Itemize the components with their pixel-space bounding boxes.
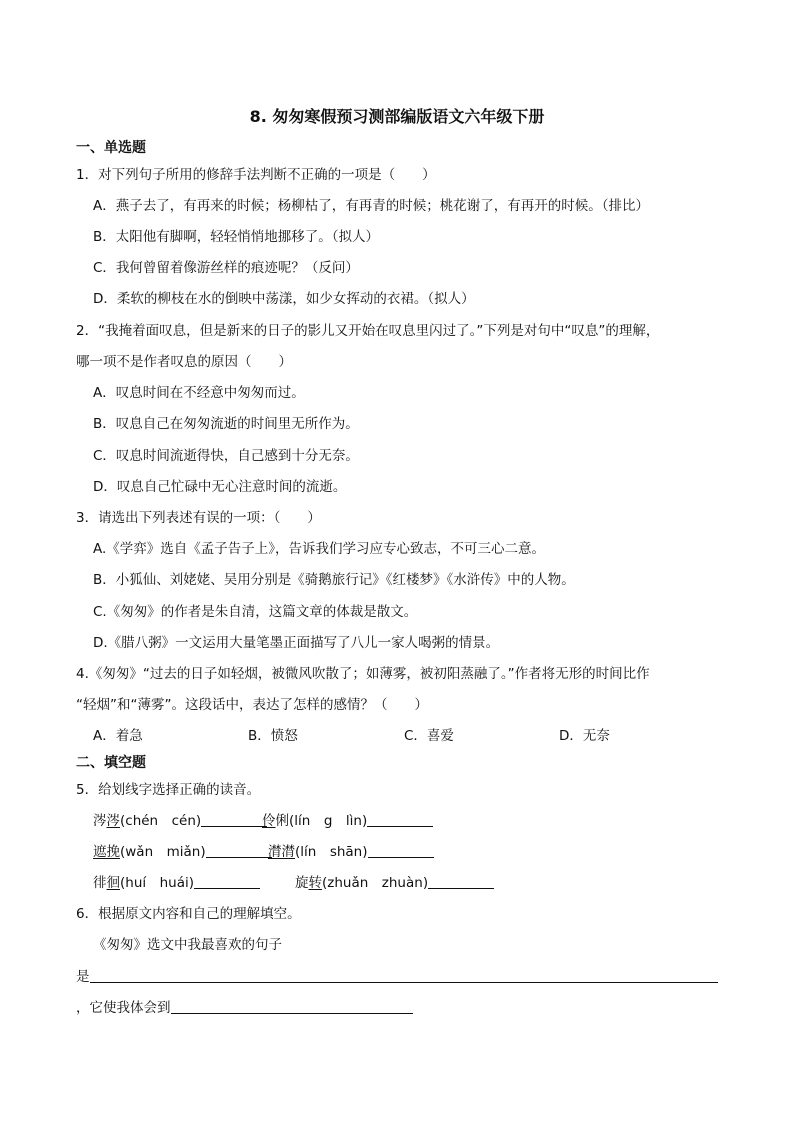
q5-item-3: 遮挽(wǎn miǎn): [93, 842, 272, 862]
q6-blank-sentence[interactable]: [90, 968, 718, 983]
q2-option-c[interactable]: C．叹息时间流逝得快，自己感到十分无奈。: [93, 448, 359, 464]
q2-option-d[interactable]: D．叹息自己忙碌中无心注意时间的流逝。: [93, 479, 347, 495]
q4-stem-line1: 4.《匆匆》“过去的日子如轻烟，被微风吹散了；如薄雾，被初阳蒸融了。”作者将无形的时间比作: [76, 666, 650, 682]
q2-stem-line2: 哪一项不是作者叹息的原因（ ）: [76, 354, 292, 370]
q2-option-a[interactable]: A．叹息时间在不经意中匆匆而过。: [93, 385, 305, 401]
q3-option-a[interactable]: A.《学弈》选自《孟子告子上》，告诉我们学习应专心致志，不可三心二意。: [93, 541, 546, 557]
q4-stem-line2: “轻烟”和“薄雾”。这段话中，表达了怎样的感情？（ ）: [76, 697, 428, 713]
q6-blank-feeling[interactable]: [171, 999, 413, 1014]
section-fill-blank: 二、填空题: [76, 755, 146, 771]
q5-item-1: 涔涔(chén cén): [93, 811, 267, 831]
q6-prompt: 《匆匆》选文中我最喜欢的句子: [93, 937, 282, 953]
q5-item-4: 潸潸(lín shān): [268, 842, 434, 862]
q5-blank-3[interactable]: [206, 843, 272, 858]
q1-option-d[interactable]: D．柔软的柳枝在水的倒映中荡漾，如少女挥动的衣裙。（拟人）: [93, 291, 475, 307]
page-title: 8. 匆匆寒假预习测部编版语文六年级下册: [249, 107, 545, 126]
q5-blank-5[interactable]: [194, 874, 260, 889]
q1-stem: 1．对下列句子所用的修辞手法判断不正确的一项是（ ）: [76, 167, 436, 183]
q5-blank-1[interactable]: [201, 812, 267, 827]
section-single-choice: 一、单选题: [76, 140, 146, 156]
q6-answer-line-1: 是: [76, 967, 718, 987]
q5-stem: 5．给划线字选择正确的读音。: [76, 782, 261, 798]
q6-answer-line-2: ，它使我体会到: [76, 998, 413, 1018]
q2-option-b[interactable]: B．叹息自己在匆匆流逝的时间里无所作为。: [93, 416, 359, 432]
q3-option-c[interactable]: C.《匆匆》的作者是朱自清，这篇文章的体裁是散文。: [93, 604, 418, 620]
q5-blank-6[interactable]: [428, 874, 494, 889]
q1-option-c[interactable]: C．我何曾留着像游丝样的痕迹呢？（反问）: [93, 260, 359, 276]
q4-option-a[interactable]: A．着急: [93, 728, 143, 744]
q1-option-b[interactable]: B．太阳他有脚啊，轻轻悄悄地挪移了。（拟人）: [93, 229, 380, 245]
q3-option-b[interactable]: B．小狐仙、刘姥姥、吴用分别是《骑鹅旅行记》《红楼梦》《水浒传》中的人物。: [93, 572, 575, 588]
q3-stem: 3．请选出下列表述有误的一项：（ ）: [76, 510, 321, 526]
q5-blank-4[interactable]: [368, 843, 434, 858]
q3-option-d[interactable]: D.《腊八粥》一文运用大量笔墨正面描写了八儿一家人喝粥的情景。: [93, 635, 500, 651]
q4-option-b[interactable]: B．愤怒: [248, 728, 298, 744]
q4-option-c[interactable]: C．喜爱: [404, 728, 454, 744]
q1-option-a[interactable]: A．燕子去了，有再来的时候；杨柳枯了，有再青的时候；桃花谢了，有再开的时候。（排比）: [93, 198, 649, 214]
q6-stem: 6．根据原文内容和自己的理解填空。: [76, 906, 301, 922]
q2-stem-line1: 2．“我掩着面叹息，但是新来的日子的影儿又开始在叹息里闪过了。”下列是对句中“叹息”的理解，: [76, 323, 660, 339]
q5-blank-2[interactable]: [367, 812, 433, 827]
q5-item-2: 伶俐(lín g lìn): [262, 811, 433, 831]
q4-option-d[interactable]: D．无奈: [559, 728, 610, 744]
q5-item-5: 徘徊(huí huái): [93, 873, 260, 893]
q5-item-6: 旋转(zhuǎn zhuàn): [295, 873, 494, 893]
